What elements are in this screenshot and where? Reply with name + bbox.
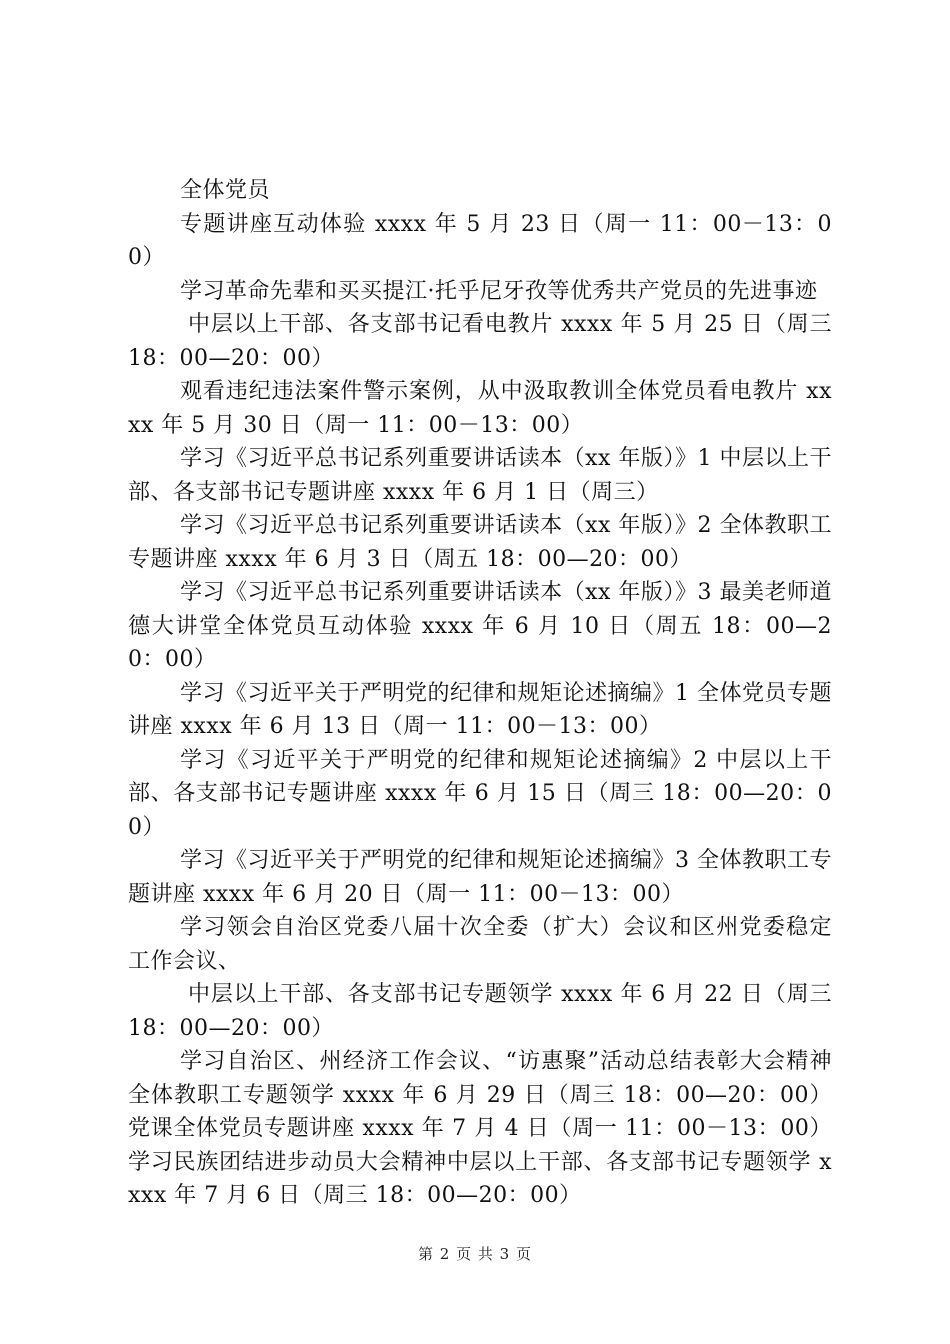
paragraph: 全体党员 xyxy=(180,178,271,203)
paragraph: 学习革命先辈和买买提江·托乎尼牙孜等优秀共产党员的先进事迹 xyxy=(180,278,818,304)
paragraph: 学习《习近平关于严明党的纪律和规矩论述摘编》1 全体党员专题讲座 xxxx 年 6 月 13 日（周一 11：00－13：00） xyxy=(128,680,832,739)
paragraph: 学习《习近平总书记系列重要讲话读本（xx 年版）》1 中层以上干部、各支部书记专题讲座 xxxx 年 6 月 1 日（周三） xyxy=(128,446,832,505)
paragraph: 学习领会自治区党委八届十次全委（扩大）会议和区州党委稳定工作会议、 xyxy=(128,915,832,974)
paragraph: 中层以上干部、各支部书记专题领学 xxxx 年 6 月 22 日（周三 18：00—20：00） xyxy=(128,982,832,1041)
paragraph: 中层以上干部、各支部书记看电教片 xxxx 年 5 月 25 日（周三 18：00—20：00） xyxy=(128,312,832,371)
paragraph: 学习《习近平总书记系列重要讲话读本（xx 年版）》3 最美老师道德大讲堂全体党员互动体验 xxxx 年 6 月 10 日（周五 18：00—20：00） xyxy=(128,580,832,672)
paragraph: 学习《习近平总书记系列重要讲话读本（xx 年版）》2 全体教职工专题讲座 xxxx 年 6 月 3 日（周五 18：00—20：00） xyxy=(128,513,832,572)
document-body xyxy=(128,174,832,1213)
paragraph: 学习自治区、州经济工作会议、“访惠聚”活动总结表彰大会精神全体教职工专题领学 xxxx 年 6 月 29 日（周三 18：00—20：00）党课全体党员专题讲座 xxxx 年 7 月 4 日（周一 11：00－13：00）学习民族团结进步动员大会精神中层以上干部、各支部书记专题领学 xxxx 年 7 月 6 日（周三 18：00—20：00） xyxy=(128,1049,832,1208)
paragraph: 学习《习近平关于严明党的纪律和规矩论述摘编》2 中层以上干部、各支部书记专题讲座 xxxx 年 6 月 15 日（周三 18：00—20：00） xyxy=(128,747,832,840)
paragraph: 观看违纪违法案件警示案例，从中汲取教训全体党员看电教片 xxxx 年 5 月 30 日（周一 11：00－13：00） xyxy=(128,379,832,438)
paragraph: 学习《习近平关于严明党的纪律和规矩论述摘编》3 全体教职工专题讲座 xxxx 年 6 月 20 日（周一 11：00－13：00） xyxy=(128,848,832,907)
page-number-footer: 第 2 页 共 3 页 xyxy=(418,1245,532,1263)
paragraph: 专题讲座互动体验 xxxx 年 5 月 23 日（周一 11：00－13：00） xyxy=(128,211,832,270)
